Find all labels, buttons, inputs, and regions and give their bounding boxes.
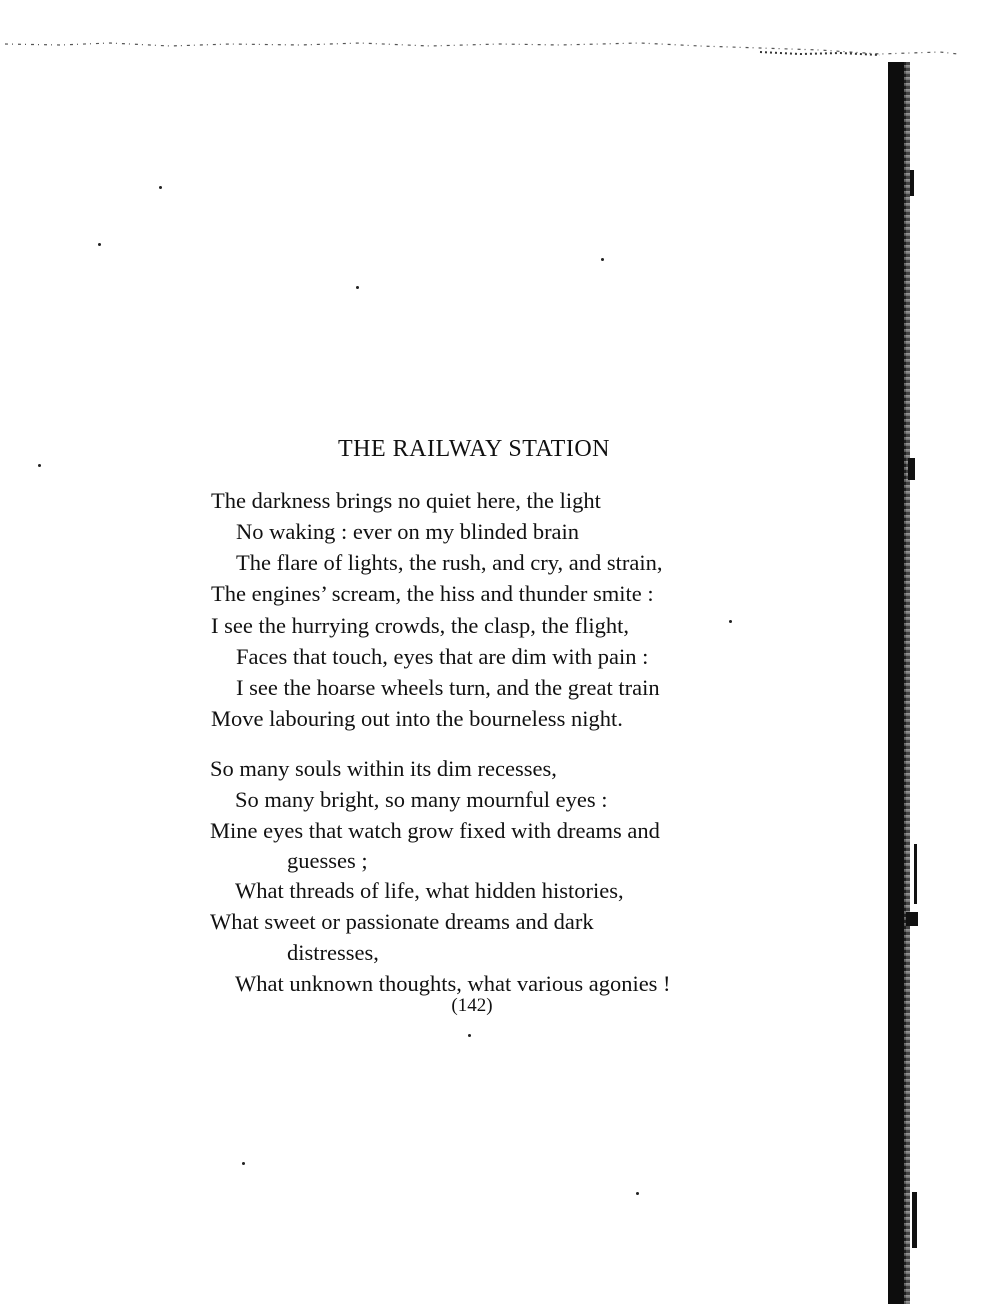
margin-mark [910,170,914,196]
scan-speck [242,1162,245,1165]
poem-line: I see the hoarse wheels turn, and the great train [236,675,660,700]
poem-line: I see the hurrying crowds, the clasp, the flight, [211,613,630,638]
poem-line: What unknown thoughts, what various agonies ! [235,971,671,996]
poem-line: The engines’ scream, the hiss and thunder smite : [211,581,654,606]
poem-line: The flare of lights, the rush, and cry, and strain, [236,550,663,575]
margin-mark [914,844,917,904]
scan-speck [468,1034,471,1037]
page-number: (142) [451,995,493,1016]
page-title: THE RAILWAY STATION [338,436,610,462]
poem-line: distresses, [287,940,379,965]
poem-line: So many bright, so many mournful eyes : [235,787,608,812]
poem-line: Mine eyes that watch grow fixed with dreams and [210,818,660,843]
scan-speck [636,1192,639,1195]
margin-mark [906,912,918,926]
poem-line: No waking : ever on my blinded brain [236,519,580,544]
scan-speck [601,258,604,261]
scan-speck [98,243,101,246]
scan-speck [356,286,359,289]
page-binding-edge [904,62,910,1304]
poem-line: So many souls within its dim recesses, [210,756,557,781]
scan-speck [729,620,732,623]
poem-line: Faces that touch, eyes that are dim with pain : [236,644,649,669]
margin-mark [912,1192,917,1248]
poem-line: Move labouring out into the bourneless night. [211,706,623,731]
poem-line: What sweet or passionate dreams and dark [210,909,594,934]
poem-line: What threads of life, what hidden histories, [235,878,624,903]
scan-noise-top [0,40,960,60]
scan-speck [159,186,162,189]
scan-speck [38,464,41,467]
poem-line: The darkness brings no quiet here, the light [211,488,601,513]
poem-line: guesses ; [287,848,368,873]
